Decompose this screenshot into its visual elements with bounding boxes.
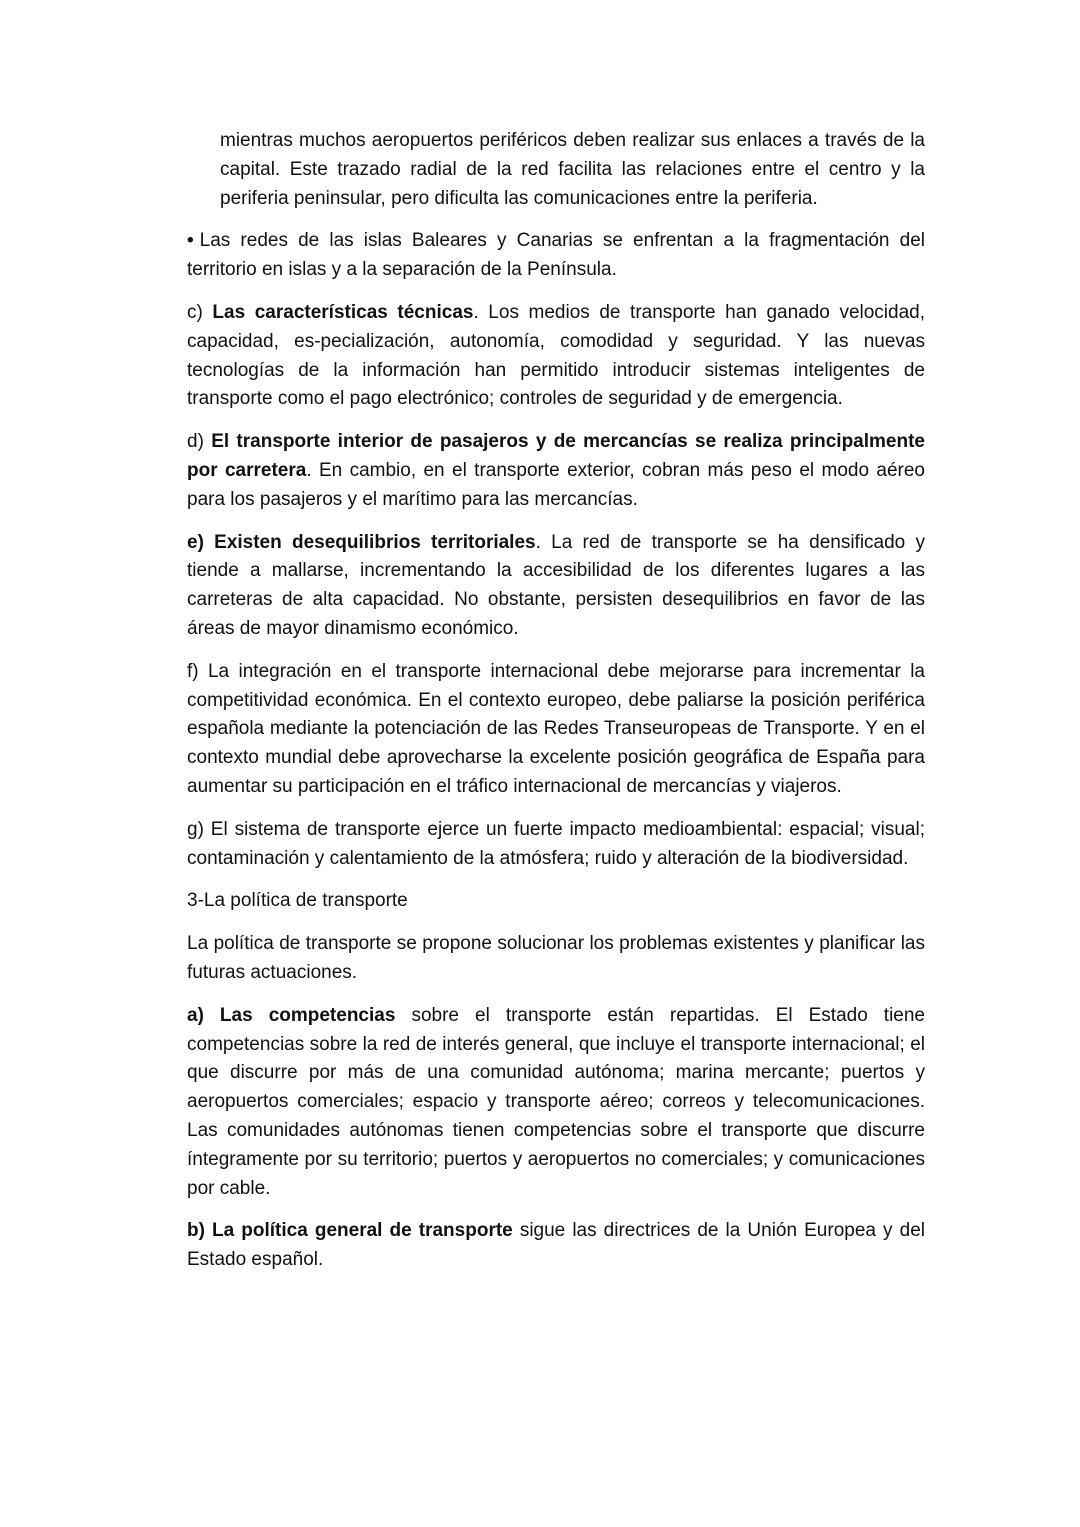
- paragraph-technical-characteristics: [187, 299, 925, 414]
- bullet-islands: [187, 227, 925, 285]
- paragraph-text: La política de transporte se propone solucionar los problemas existentes y planificar las futuras actuaciones.: [187, 933, 925, 983]
- paragraph-bold-term: e) Existen desequilibrios territoriales: [187, 531, 536, 553]
- paragraph-radial-network: [220, 127, 925, 213]
- paragraph-policy-intro: [187, 930, 925, 988]
- paragraph-text: g) El sistema de transporte ejerce un fuerte impacto medioambiental: espacial; visual; contaminación y calentamiento de la atmósfera; ruido y alteración de la biodiversidad.: [187, 818, 925, 869]
- paragraph-environmental-impact: [187, 816, 925, 874]
- paragraph-prefix: c): [187, 301, 203, 323]
- paragraph-text: . La red de transporte se ha densificado y tiende a mallarse, incrementando la accesibilidad de los diferentes lugares a las carreteras de alta capacidad. No obstante, persisten desequilibrios en favor de las áreas de mayor dinamismo económico.: [187, 531, 925, 639]
- paragraph-prefix: d): [187, 431, 204, 453]
- paragraph-bold-term: El transporte interior de pasajeros y de mercancías se realiza principalmente por carretera: [187, 431, 925, 481]
- section-heading-text: 3-La política de transporte: [187, 890, 408, 912]
- paragraph-competences: [187, 1002, 925, 1204]
- paragraph-text: . Los medios de transporte han ganado velocidad, capacidad, es-pecialización, autonomía, comodidad y seguridad. Y las nuevas tecnologías de la información han permitido introducir sistemas inteligentes de transporte como el pago electrónico; controles de seguridad y de emergencia.: [187, 301, 925, 410]
- paragraph-text: sigue las directrices de la Unión Europea y del Estado español.: [187, 1220, 925, 1271]
- paragraph-general-policy: [187, 1217, 925, 1275]
- paragraph-bold-term: Las características técnicas: [212, 301, 474, 323]
- paragraph-interior-transport: [187, 428, 925, 514]
- bullet-icon: •: [187, 230, 194, 252]
- section-heading: [187, 887, 925, 916]
- paragraph-text: f) La integración en el transporte internacional debe mejorarse para incrementar la competitividad económica. En el contexto europeo, debe paliarse la posición periférica española mediante la potenciación de las Redes Transeuropeas de Transporte. Y en el contexto mundial debe aprovecharse la excelente posición geográfica de España para aumentar su participación en el tráfico internacional de mercancías y viajeros.: [187, 660, 925, 797]
- paragraph-bold-term: a) Las competencias: [187, 1004, 396, 1026]
- paragraph-bold-term: b) La política general de transporte: [187, 1220, 513, 1242]
- paragraph-text: mientras muchos aeropuertos periféricos deben realizar sus enlaces a través de la capital. Este trazado radial de la red facilita las relaciones entre el centro y la periferia peninsular, pero dificulta las comunicaciones entre la periferia.: [220, 130, 925, 209]
- paragraph-international-integration: [187, 658, 925, 802]
- paragraph-text: Las redes de las islas Baleares y Canarias se enfrentan a la fragmentación del territorio en islas y a la separación de la Península.: [187, 230, 925, 281]
- paragraph-text: . En cambio, en el transporte exterior, cobran más peso el modo aéreo para los pasajeros y el marítimo para las mercancías.: [187, 459, 925, 510]
- document-page: [187, 127, 925, 1289]
- paragraph-territorial-imbalances: [187, 529, 925, 644]
- paragraph-text: sobre el transporte están repartidas. El Estado tiene competencias sobre la red de interés general, que incluye el transporte internacional; el que discurre por más de una comunidad autónoma; marina mercante; puertos y aeropuertos comerciales; espacio y transporte aéreo; correos y telecomunicaciones. Las comunidades autónomas tienen competencias sobre el transporte que discurre íntegramente por su territorio; puertos y aeropuertos no comerciales; y comunicaciones por cable.: [187, 1004, 925, 1199]
